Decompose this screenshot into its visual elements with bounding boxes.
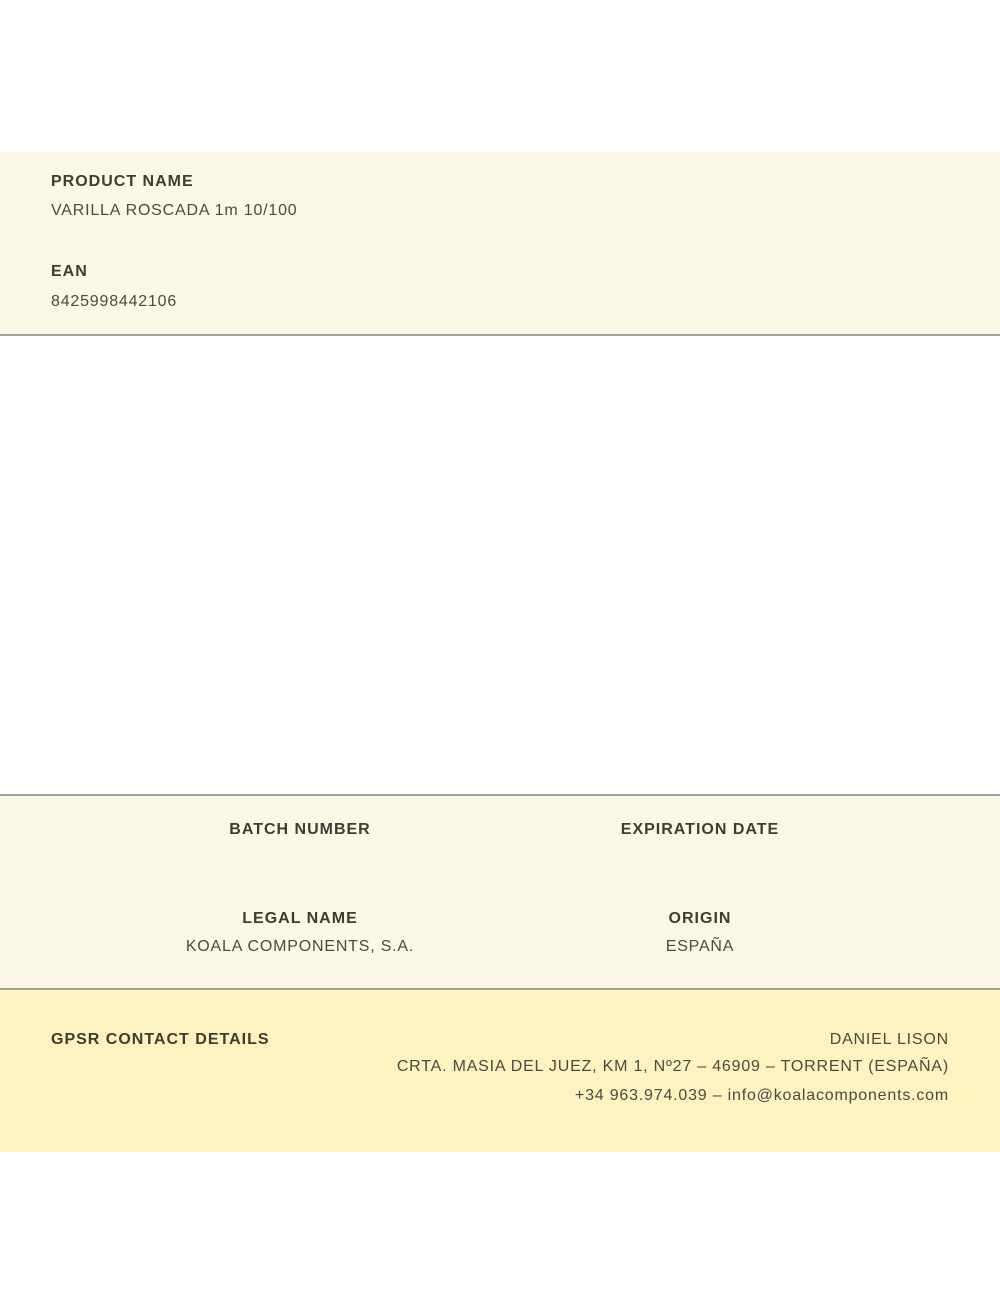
gpsr-contact-section — [0, 990, 1000, 1152]
gpsr-contact-header-row — [51, 1031, 949, 1049]
ean-label: EAN — [51, 263, 88, 280]
expiration-date-label: EXPIRATION DATE — [620, 821, 780, 838]
batch-number-label: BATCH NUMBER — [229, 821, 371, 838]
legal-name-value: KOALA COMPONENTS, S.A. — [185, 938, 415, 955]
batch-expiration-row — [100, 821, 900, 839]
contact-name: DANIEL LISON — [829, 1031, 949, 1048]
ean-value: 8425998442106 — [51, 293, 178, 310]
batch-legal-section — [0, 794, 1000, 990]
gpsr-contact-details-label: GPSR CONTACT DETAILS — [51, 1031, 270, 1048]
product-info-section — [0, 152, 1000, 336]
contact-phone-email: +34 963.974.039 – info@koalacomponents.com — [574, 1087, 949, 1104]
legal-name-label: LEGAL NAME — [242, 910, 358, 927]
origin-value: ESPAÑA — [665, 938, 735, 955]
contact-address: CRTA. MASIA DEL JUEZ, KM 1, Nº27 – 46909 – TORRENT (ESPAÑA) — [396, 1058, 949, 1075]
product-name-label: PRODUCT NAME — [51, 173, 194, 190]
origin-label: ORIGIN — [668, 910, 732, 927]
product-name-value: VARILLA ROSCADA 1m 10/100 — [51, 202, 298, 219]
legal-origin-row — [100, 910, 900, 956]
